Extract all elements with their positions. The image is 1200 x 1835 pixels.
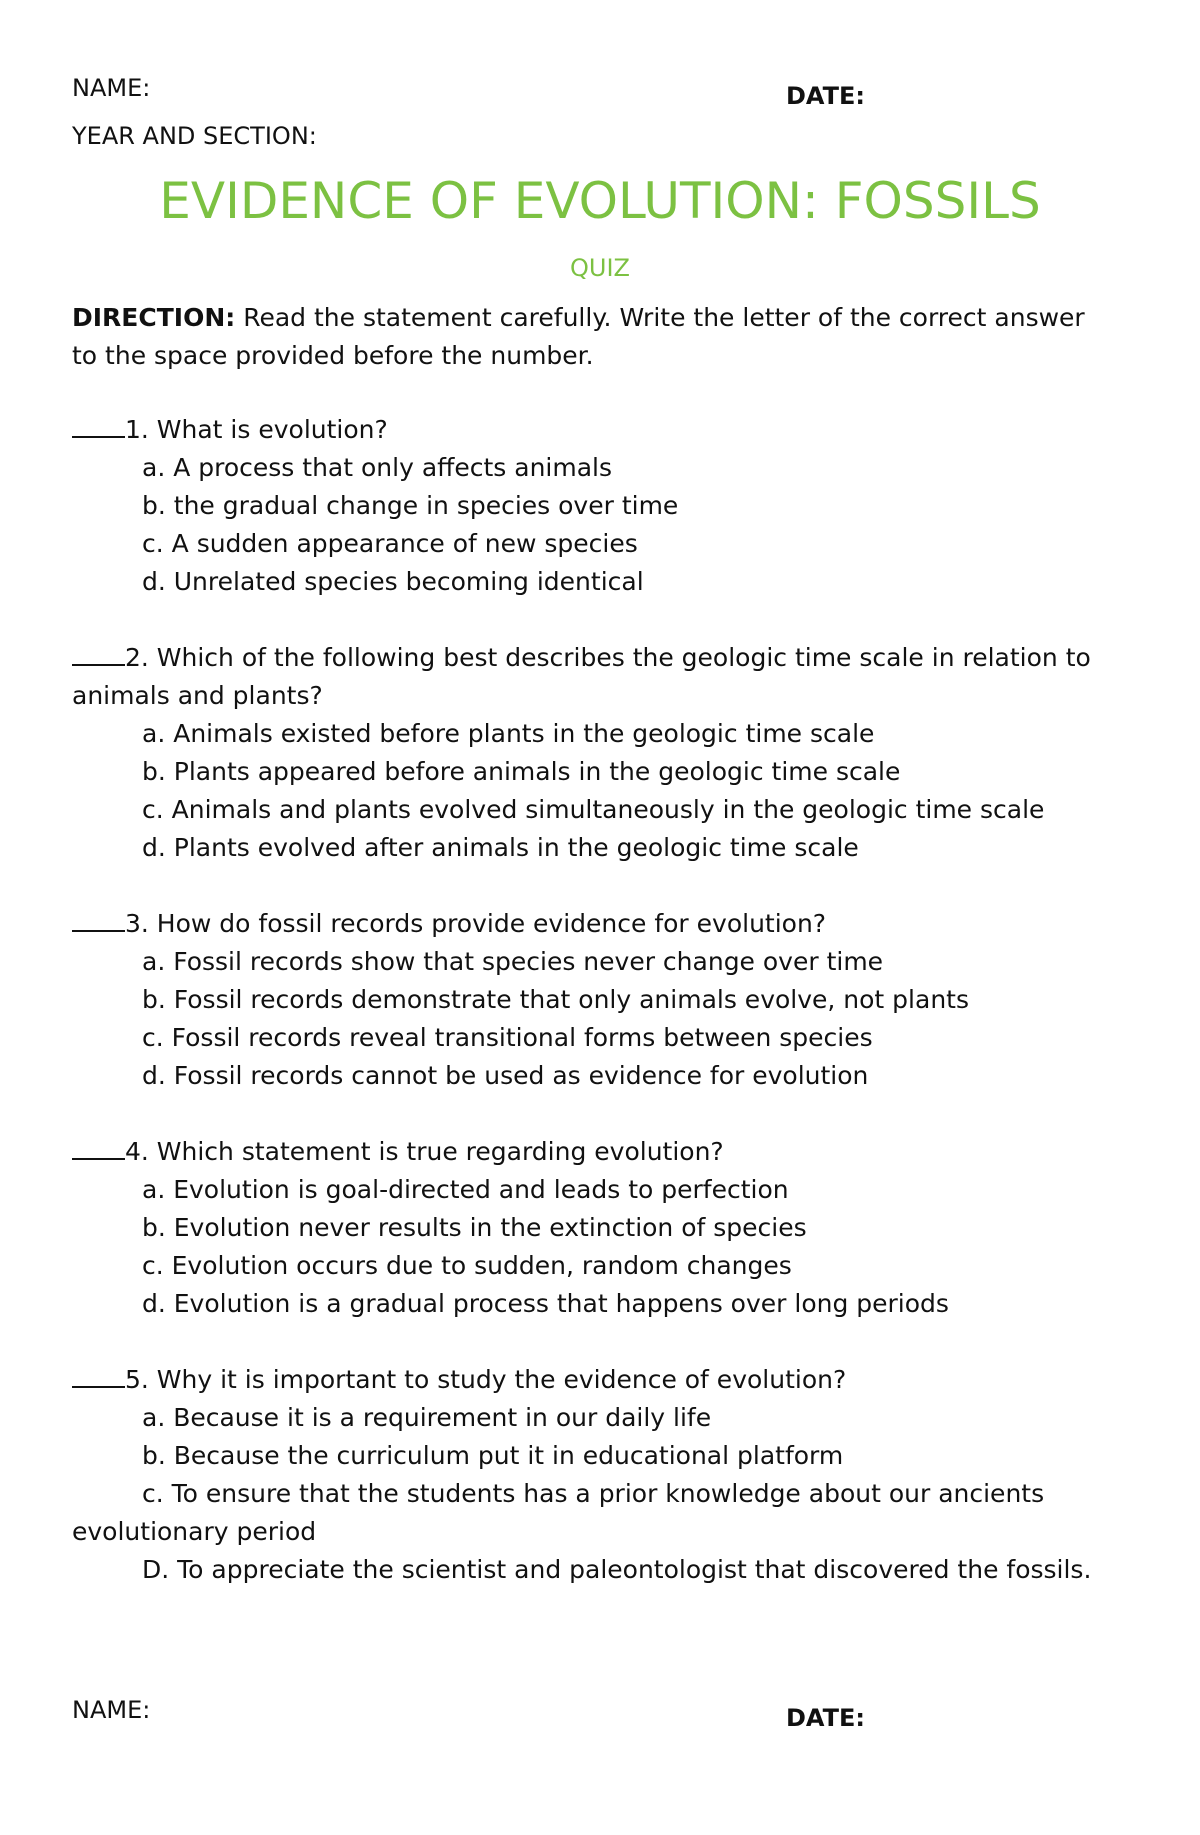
question-1 (72, 411, 1112, 601)
page-title: EVIDENCE OF EVOLUTION: FOSSILS (159, 172, 1041, 230)
answer-option: a. Because it is a requirement in our daily life (142, 1403, 712, 1432)
answer-option: c. To ensure that the students has a prior knowledge about our ancients evolutionary period (72, 1479, 1045, 1546)
footer-name-label: NAME: (72, 1696, 151, 1724)
question-stem (72, 1133, 1112, 1171)
question-text: 3. How do fossil records provide evidence for evolution? (125, 909, 827, 938)
question-stem (72, 411, 1112, 449)
date-label: DATE: (786, 82, 865, 110)
answer-option: a. Evolution is goal-directed and leads to perfection (142, 1175, 789, 1204)
answer-option: c. Animals and plants evolved simultaneously in the geologic time scale (142, 795, 1045, 824)
answer-option: b. Plants appeared before animals in the geologic time scale (142, 757, 901, 786)
question-text: 4. Which statement is true regarding evolution? (125, 1137, 724, 1166)
question-stem (72, 639, 1112, 715)
answer-option: d. Unrelated species becoming identical (142, 567, 644, 596)
answer-option: D. To appreciate the scientist and paleontologist that discovered the fossils. (142, 1555, 1092, 1584)
answer-option: b. Evolution never results in the extinction of species (142, 1213, 807, 1242)
answer-option: c. Fossil records reveal transitional forms between species (142, 1023, 873, 1052)
answer-option: a. Animals existed before plants in the geologic time scale (142, 719, 875, 748)
question-5 (72, 1361, 1112, 1589)
year-section-label: YEAR AND SECTION: (72, 122, 317, 150)
answer-option: c. Evolution occurs due to sudden, random changes (142, 1251, 792, 1280)
footer-date-label: DATE: (786, 1704, 865, 1732)
answer-option: a. Fossil records show that species never change over time (142, 947, 884, 976)
question-text: 1. What is evolution? (125, 415, 388, 444)
question-3 (72, 905, 1112, 1095)
answer-blank[interactable] (72, 906, 125, 932)
answer-option: b. the gradual change in species over time (142, 491, 679, 520)
answer-blank[interactable] (72, 412, 125, 438)
answer-blank[interactable] (72, 1134, 125, 1160)
answer-option: d. Plants evolved after animals in the geologic time scale (142, 833, 859, 862)
answer-blank[interactable] (72, 1362, 125, 1388)
name-label: NAME: (72, 74, 151, 102)
answer-option: d. Fossil records cannot be used as evidence for evolution (142, 1061, 869, 1090)
question-stem (72, 905, 1112, 943)
answer-option: b. Because the curriculum put it in educational platform (142, 1441, 844, 1470)
direction-label: DIRECTION: (72, 303, 236, 332)
answer-option: a. A process that only affects animals (142, 453, 613, 482)
question-4 (72, 1133, 1112, 1323)
answer-option: d. Evolution is a gradual process that happens over long periods (142, 1289, 949, 1318)
answer-option: b. Fossil records demonstrate that only animals evolve, not plants (142, 985, 969, 1014)
question-list (72, 411, 1112, 1627)
answer-blank[interactable] (72, 640, 125, 666)
question-text: 2. Which of the following best describes the geologic time scale in relation to animals and plants? (72, 643, 1091, 710)
question-text: 5. Why it is important to study the evidence of evolution? (125, 1365, 847, 1394)
question-2 (72, 639, 1112, 867)
question-stem (72, 1361, 1112, 1399)
answer-option: c. A sudden appearance of new species (142, 529, 638, 558)
direction-text: Read the statement carefully. Write the letter of the correct answer to the space provided before the number. (72, 303, 1085, 370)
direction-paragraph (72, 299, 1102, 375)
page-subtitle: QUIZ (570, 254, 630, 282)
